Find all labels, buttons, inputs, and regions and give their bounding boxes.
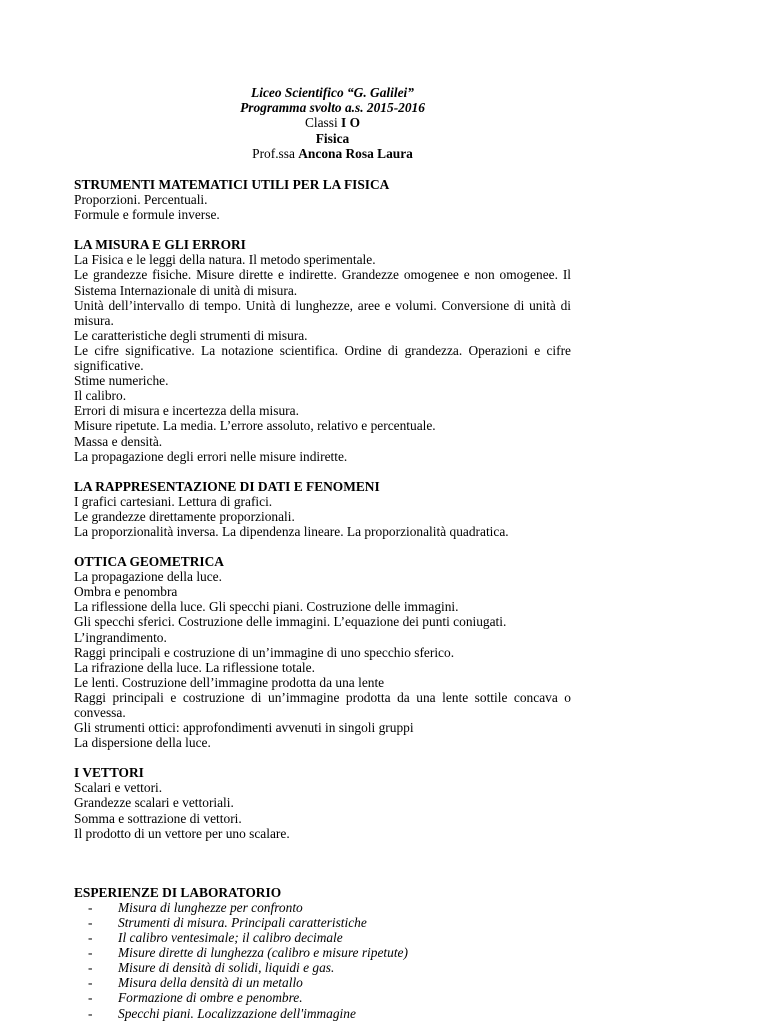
section-title: STRUMENTI MATEMATICI UTILI PER LA FISICA [74,177,390,193]
section-line: Somma e sottrazione di vettori. [74,810,242,826]
section-line: La proporzionalità inversa. La dipendenza lineare. La proporzionalità quadratica. [74,523,509,539]
section [74,479,571,539]
lab-item-text: Strumenti di misura. Principali caratteristiche [118,914,367,930]
lab-title: ESPERIENZE DI LABORATORIO [74,884,282,900]
lab-list [74,900,571,1021]
bullet-dash: - [88,914,93,930]
school-name: Liceo Scientifico “G. Galilei” [251,85,414,100]
teacher-prefix: Prof.ssa [252,145,299,161]
sections [74,177,571,841]
section-line: Massa e densità. [74,433,163,449]
class-line [94,115,571,130]
section [74,237,571,463]
lab-item [74,915,571,930]
section-line: I grafici cartesiani. Lettura di grafici. [74,493,273,509]
lab-item-text: Il calibro ventesimale; il calibro decimale [118,930,343,946]
section-line: Unità dell’intervallo di tempo. Unità di lunghezze, aree e volumi. Conversione di unità di misura. [74,297,571,328]
section-line: Raggi principali e costruzione di un’immagine prodotta da una lente sottile concava o convessa. [74,689,571,721]
section-line: Formule e formule inverse. [74,207,220,223]
lab-item [74,975,571,990]
section-title: I VETTORI [74,765,144,781]
section-title: OTTICA GEOMETRICA [74,554,224,570]
section-line: Stime numeriche. [74,373,169,389]
section-line: La dispersione della luce. [74,735,211,751]
class-name: I O [341,115,361,131]
section-line: Le grandezze direttamente proporzionali. [74,508,295,524]
section-line: La propagazione della luce. [74,569,222,585]
section [74,765,571,840]
lab-item [74,990,571,1005]
section-line: Raggi principali e costruzione di un’immagine di uno specchio sferico. [74,644,455,660]
section-line: Errori di misura e incertezza della misura. [74,403,299,419]
lab-item-text: Misure di densità di solidi, liquidi e gas. [118,960,335,976]
section-line: Il calibro. [74,388,127,404]
section-line: Gli specchi sferici. Costruzione delle immagini. L’equazione dei punti coniugati. [74,614,507,630]
section-line: Le grandezze fisiche. Misure dirette e indirette. Grandezze omogenee e non omogenee. Il Sistema Internazionale di unità di misura. [74,267,571,298]
document-header [94,85,571,161]
bullet-dash: - [88,945,93,961]
section-line: La propagazione degli errori nelle misure indirette. [74,448,348,464]
lab-item [74,900,571,915]
document-page [74,85,571,1021]
lab-item [74,960,571,975]
section-title: LA MISURA E GLI ERRORI [74,237,246,253]
section [74,177,571,222]
section-line: La riflessione della luce. Gli specchi piani. Costruzione delle immagini. [74,599,459,615]
bullet-dash: - [88,1005,93,1021]
lab-item-text: Formazione di ombre e penombre. [118,990,303,1006]
section-line: La Fisica e le leggi della natura. Il metodo sperimentale. [74,252,376,268]
section-line: Il prodotto di un vettore per uno scalare. [74,825,290,841]
section-line: Misure ripetute. La media. L’errore assoluto, relativo e percentuale. [74,418,436,434]
program-title: Programma svolto a.s. 2015-2016 [240,100,425,116]
lab-item-text: Misura della densità di un metallo [118,975,303,991]
section-line: Le lenti. Costruzione dell’immagine prodotta da una lente [74,674,385,690]
bullet-dash: - [88,990,93,1006]
lab-item [74,945,571,960]
lab-item [74,930,571,945]
lab-item-text: Misura di lunghezze per confronto [118,899,303,915]
bullet-dash: - [88,960,93,976]
lab-item [74,1006,571,1021]
bullet-dash: - [88,899,93,915]
section-title: LA RAPPRESENTAZIONE DI DATI E FENOMENI [74,478,380,494]
subject: Fisica [315,130,350,146]
section-line: Gli strumenti ottici: approfondimenti avvenuti in singoli gruppi [74,720,414,736]
section-line: La rifrazione della luce. La riflessione totale. [74,659,315,675]
teacher-name: Ancona Rosa Laura [298,145,413,161]
section-line: Ombra e penombra [74,584,178,600]
teacher-line [94,146,571,161]
section [74,554,571,750]
lab-item-text: Specchi piani. Localizzazione dell'immagine [118,1005,356,1021]
section-line: Le caratteristiche degli strumenti di misura. [74,327,308,343]
section-line: Le cifre significative. La notazione scientifica. Ordine di grandezza. Operazioni e cifre significative. [74,342,571,374]
class-prefix: Classi [304,115,342,131]
bullet-dash: - [88,975,93,991]
section-line: L’ingrandimento. [74,629,167,645]
section-line: Scalari e vettori. [74,780,163,796]
section-line: Proporzioni. Percentuali. [74,192,208,208]
lab-section [74,885,571,1021]
bullet-dash: - [88,930,93,946]
lab-item-text: Misure dirette di lunghezza (calibro e misure ripetute) [118,945,408,961]
section-line: Grandezze scalari e vettoriali. [74,795,234,811]
